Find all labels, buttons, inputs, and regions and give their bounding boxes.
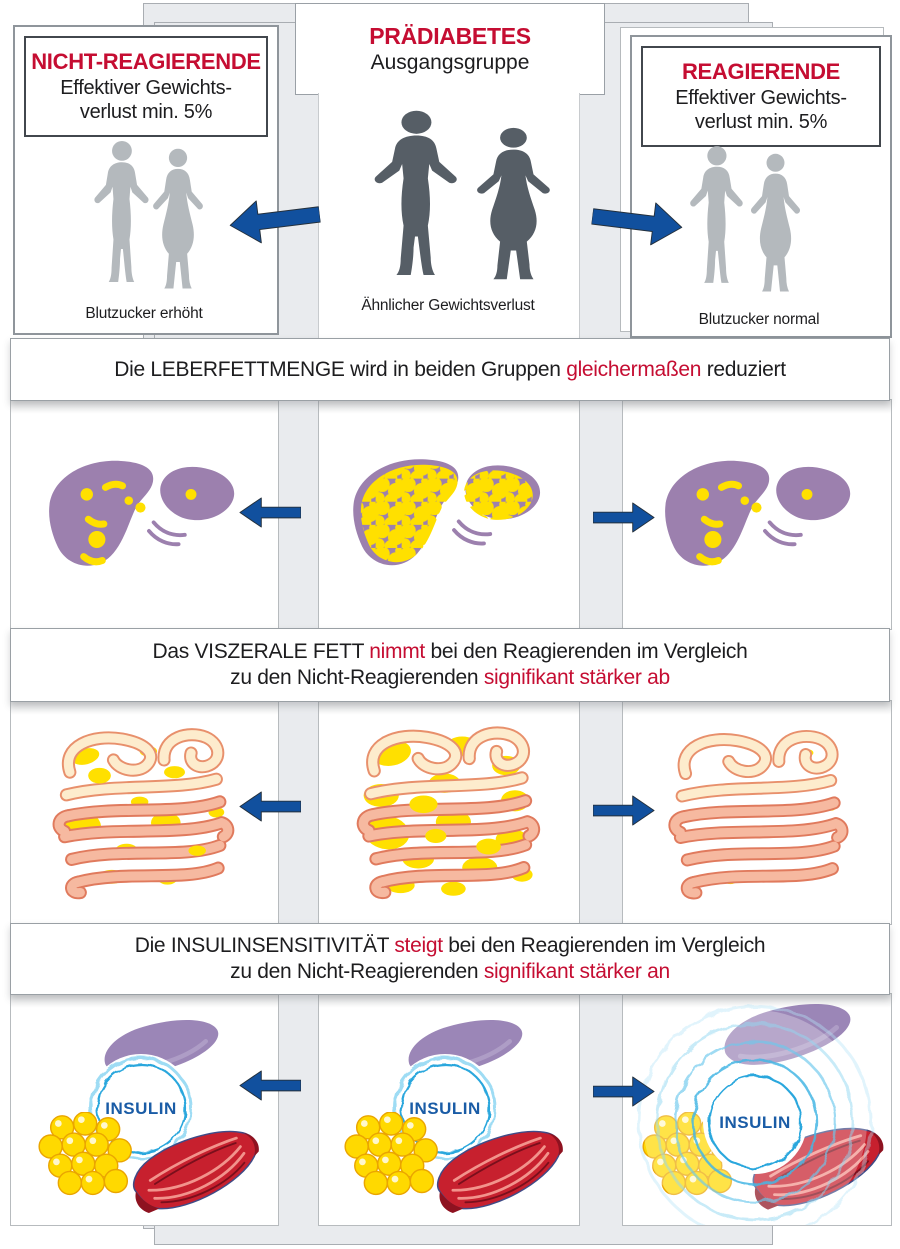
band-visceral-l1pre: Das VISZERALE FETT bbox=[152, 640, 370, 663]
band-visceral-l2pre: zu den Nicht-Reagierenden bbox=[230, 666, 484, 689]
arrow-right-icon bbox=[593, 795, 655, 826]
band-visceral-l1hl: nimmt bbox=[369, 640, 425, 663]
liver-card-baseline bbox=[318, 399, 580, 630]
nonresponder-sub2: verlust min. 5% bbox=[79, 100, 213, 123]
insulin-badge-amplified bbox=[625, 993, 885, 1226]
woman-silhouette-right bbox=[744, 150, 807, 298]
man-silhouette-right bbox=[684, 142, 748, 294]
band-liver-highlight: gleichermaßen bbox=[566, 357, 702, 381]
liver-reduced-fat-right bbox=[653, 450, 863, 580]
arrow-left-icon bbox=[239, 791, 301, 822]
visceral-card-responder bbox=[622, 700, 892, 925]
band-liver-post: reduziert bbox=[701, 357, 786, 381]
prediabetes-subtitle: Ausgangsgruppe bbox=[370, 51, 530, 75]
insulin-card-baseline bbox=[318, 993, 580, 1226]
liver-card-responder bbox=[622, 399, 892, 630]
insulin-card-nonresponder bbox=[10, 993, 279, 1226]
intestines-medium-fat bbox=[35, 715, 253, 907]
band-visceral-l2hl: signifikant stärker ab bbox=[483, 666, 670, 689]
band-visceral-line1 bbox=[152, 639, 747, 665]
intestines-low-fat bbox=[651, 717, 867, 907]
responder-sub1: Effektiver Gewichts- bbox=[675, 86, 847, 109]
right-caption: Blutzucker normal bbox=[698, 311, 820, 328]
arrow-right-icon bbox=[593, 1076, 655, 1107]
prediabetes-box bbox=[295, 3, 605, 95]
obese-man-silhouette bbox=[350, 102, 450, 292]
band-visceral bbox=[10, 628, 890, 702]
band-insulin bbox=[10, 923, 890, 995]
insulin-card-responder bbox=[622, 993, 892, 1226]
woman-silhouette-left bbox=[146, 146, 210, 294]
responder-title-box bbox=[641, 46, 881, 147]
band-insulin-line2 bbox=[230, 959, 670, 985]
liver-fatty bbox=[341, 448, 553, 580]
nonresponder-title-box bbox=[24, 36, 268, 137]
obese-woman-silhouette bbox=[450, 116, 544, 294]
band-insulin-line1 bbox=[135, 933, 766, 959]
responder-title: REAGIERENDE bbox=[681, 59, 841, 85]
nonresponder-sub1: Effektiver Gewichts- bbox=[60, 76, 232, 99]
band-insulin-l2hl: signifikant stärker an bbox=[483, 960, 670, 983]
band-insulin-l1hl: steigt bbox=[394, 934, 443, 957]
arrow-left-icon bbox=[239, 497, 301, 528]
arrow-left-icon bbox=[239, 1070, 301, 1101]
prediabetes-title: PRÄDIABETES bbox=[369, 22, 531, 49]
responder-sub2: verlust min. 5% bbox=[694, 110, 828, 133]
band-liver-pre: Die LEBERFETTMENGE wird in beiden Gruppen bbox=[114, 357, 567, 381]
arrow-right-icon bbox=[593, 502, 655, 533]
band-liver bbox=[10, 338, 890, 401]
band-insulin-l1pre: Die INSULINSENSITIVITÄT bbox=[134, 934, 395, 957]
band-visceral-line2 bbox=[230, 665, 670, 691]
nonresponder-title: NICHT-REAGIERENDE bbox=[31, 49, 261, 75]
center-caption: Ähnlicher Gewichtsverlust bbox=[361, 297, 535, 314]
visceral-card-baseline bbox=[318, 700, 580, 925]
band-insulin-l1post: bei den Reagierenden im Vergleich bbox=[442, 934, 766, 957]
band-insulin-l2pre: zu den Nicht-Reagierenden bbox=[230, 960, 484, 983]
left-caption: Blutzucker erhöht bbox=[85, 305, 203, 322]
band-visceral-l1post: bei den Reagierenden im Vergleich bbox=[424, 640, 748, 663]
band-liver-line bbox=[114, 357, 785, 383]
man-silhouette-left bbox=[88, 138, 154, 292]
liver-reduced-fat-left bbox=[37, 450, 247, 580]
intestines-high-fat bbox=[339, 713, 559, 907]
